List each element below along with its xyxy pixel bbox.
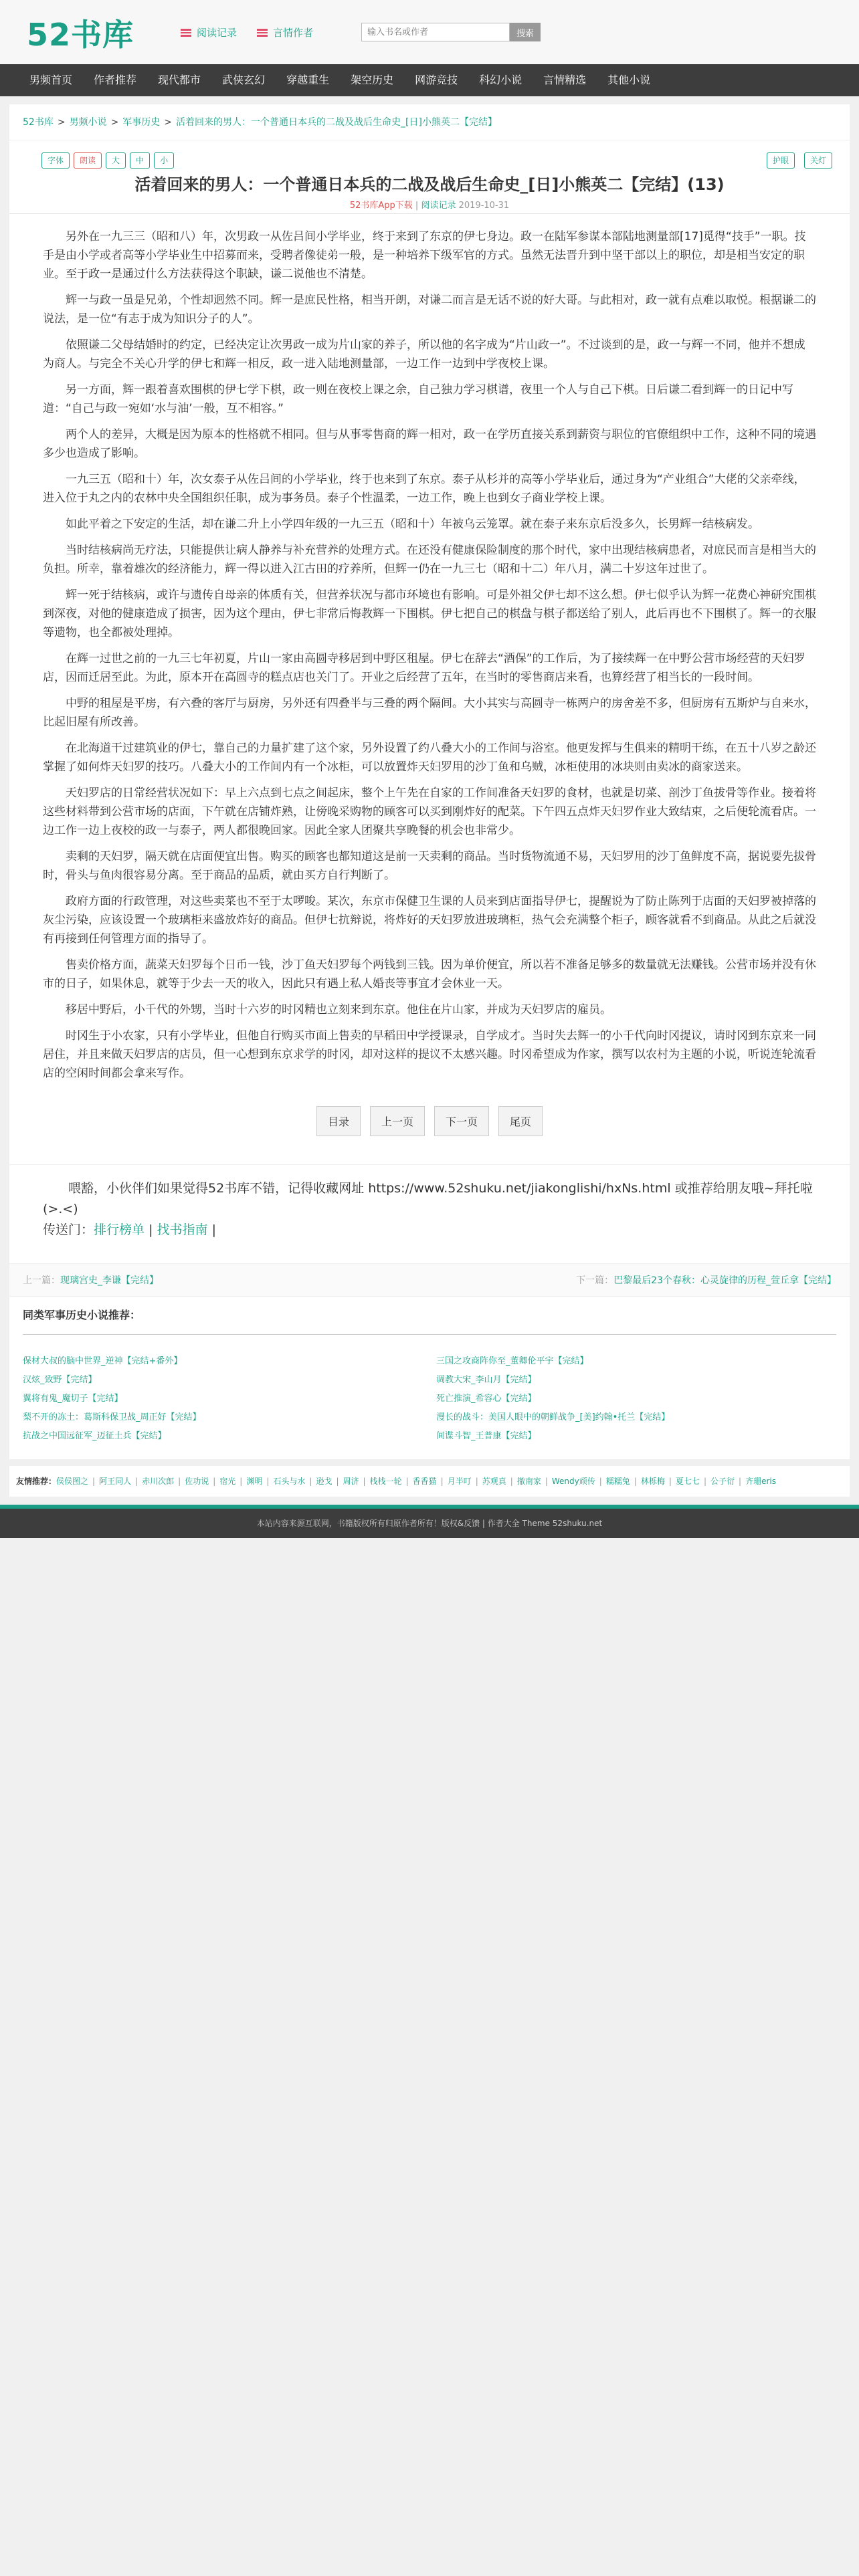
nav-item[interactable]: 其他小说	[607, 74, 651, 86]
breadcrumb-subcategory[interactable]: 军事历史	[122, 117, 161, 128]
toc-button[interactable]: 目录	[316, 1106, 361, 1136]
book-guide-link[interactable]: 找书指南	[157, 1222, 208, 1237]
friend-link[interactable]: 宿光	[219, 1477, 236, 1486]
paragraph: 两个人的差异，大概是因为原本的性格就不相同。但与从事零售商的辉一相对，政一在学历直接关系到薪资与职位的官僚组织中工作，这种不同的境遇多少也造成了影响。	[43, 428, 816, 460]
friend-separator: |	[599, 1477, 602, 1486]
paragraph: 售卖价格方面，蔬菜天妇罗每个日币一钱，沙丁鱼天妇罗每个两钱到三钱。因为单价便宜，所以若不准备足够多的数量就无法赚钱。公营市场并没有休市的日子，如果休息，就等于少去一天的收入，因此只有遇上私人婚丧等事宜才会休业一天。	[43, 958, 816, 990]
next-article-link[interactable]: 巴黎最后23个春秋：心灵旋律的历程_萱丘拿【完结】	[613, 1275, 836, 1286]
related-book-link[interactable]: 保材大叔的脑中世界_逆神【完结+番外】	[23, 1356, 183, 1366]
related-book-link[interactable]: 汉炫_致野【完结】	[23, 1375, 97, 1385]
chapter-title: 活着回来的男人：一个普通日本兵的二战及战后生命史_[日]小熊英二【完结】(13)	[134, 175, 725, 194]
paragraph: 卖剩的天妇罗，隔天就在店面便宜出售。购买的顾客也都知道这是前一天卖剩的商品。当时货物流通不易，天妇罗用的沙丁鱼鲜度不高，据说要先拔骨时，骨头与鱼肉很容易分离。至于商品的品质，就由买方自行判断了。	[43, 850, 816, 882]
friend-separator: |	[240, 1477, 243, 1486]
app-download-link[interactable]: 52书库App下载	[349, 201, 413, 211]
reading-history-label: 阅读记录	[197, 27, 237, 39]
paragraph: 依照谦二父母结婚时的约定，已经决定让次男政一成为片山家的养子，所以他的名字成为“片山政一”。不过谈到的是，政一与辉一不同，他并不想成为商人。与完全不关心升学的伊七和辉一相反，政一进入陆地测量部，一边工作一边到中学夜校上课。	[43, 338, 805, 370]
list-icon	[257, 29, 268, 37]
related-book-link[interactable]: 死亡推演_希容心【完结】	[436, 1394, 537, 1404]
friend-separator: |	[309, 1477, 312, 1486]
related-books-list	[23, 1335, 836, 1446]
friend-separator: |	[440, 1477, 444, 1486]
reading-history-link[interactable]	[181, 25, 237, 39]
ranking-link[interactable]: 排行榜单	[94, 1222, 145, 1237]
next-page-button[interactable]: 下一页	[434, 1106, 489, 1136]
friend-separator: |	[668, 1477, 672, 1486]
paragraph: 在北海道干过建筑业的伊七，靠自己的力量扩建了这个家，另外设置了约八叠大小的工作间与浴室。他更发挥与生俱来的精明干练，在五十八岁之龄还掌握了如何炸天妇罗的技巧。八叠大小的工作间内有一个冰柜，可以放置炸天妇罗用的沙丁鱼和乌贼，冰柜使用的冰块则由卖冰的商家送来。	[43, 742, 816, 774]
friend-separator: |	[213, 1477, 216, 1486]
lights-off-button[interactable]: 关灯	[804, 152, 832, 169]
search-form	[361, 23, 541, 41]
paragraph: 在辉一过世之前的一九三七年初夏，片山一家由高圆寺移居到中野区租屋。伊七在辞去“酒保”的工作后，为了接续辉一在中野公营市场经营的天妇罗店，因而迁居至此。为此，原本开在高圆寺的糕点店也关门了。开业之后经营了五年，在当时的零售商店来看，也算经营了相当长的一段时间。	[43, 652, 805, 684]
breadcrumb-book[interactable]: 活着回来的男人：一个普通日本兵的二战及战后生命史_[日]小熊英二【完结】	[176, 117, 497, 128]
breadcrumb-category[interactable]: 男频小说	[69, 117, 107, 128]
search-input[interactable]	[361, 23, 510, 41]
friend-separator: |	[739, 1477, 742, 1486]
font-large-button[interactable]: 大	[106, 152, 126, 169]
bookmark-tip	[9, 1164, 850, 1263]
friend-links-label: 友情推荐：	[16, 1477, 57, 1486]
nav-item[interactable]: 网游竞技	[415, 74, 458, 86]
related-book-link[interactable]: 三国之攻商阵你至_董卿伦平宇【完结】	[436, 1356, 589, 1366]
paragraph: 另外在一九三三（昭和八）年，次男政一从佐吕间小学毕业，终于来到了东京的伊七身边。政一在陆军参谋本部陆地测量部[17]觅得“技手”一职。技手是由小学或者高等小学毕业生中招募而来，受聘者像徒弟一般，是一种培养下级军官的方式。虽然无法晋升到中坚干部以上的职位，却是相当安定的职业。至于政一是通过什么方法获得这个职缺，谦二说他也不清楚。	[43, 230, 806, 281]
friend-link[interactable]: 阿王同人	[99, 1477, 132, 1486]
friend-link[interactable]: 周济	[343, 1477, 359, 1486]
nav-item[interactable]: 男频首页	[29, 74, 73, 86]
prev-article	[23, 1264, 159, 1296]
portal-separator: |	[207, 1222, 216, 1237]
friend-separator: |	[475, 1477, 478, 1486]
chapter-meta	[9, 198, 850, 211]
site-logo[interactable]: 52书库	[27, 17, 134, 53]
friend-separator: |	[405, 1477, 409, 1486]
breadcrumb-separator: >	[164, 117, 173, 128]
nav-item[interactable]: 现代都市	[158, 74, 201, 86]
romance-authors-link[interactable]	[257, 25, 313, 39]
friend-link[interactable]: 赤川次郎	[142, 1477, 175, 1486]
next-article-label: 下一篇：	[576, 1275, 614, 1286]
main-content	[9, 104, 850, 1459]
meta-separator: |	[415, 201, 419, 211]
related-book-link[interactable]: 漫长的战斗：美国人眼中的朝鲜战争_[美]约翰•托兰【完结】	[436, 1412, 670, 1422]
nav-item[interactable]: 架空历史	[351, 74, 394, 86]
nav-item[interactable]: 言情精选	[543, 74, 587, 86]
bookmark-tip-text: 喂豁，小伙伴们如果觉得52书库不错，记得收藏网址 https://www.52shuku.net/jiakonglishi/hxNs.html 或推荐给朋友哦~拜托啦 (>.<)	[43, 1181, 813, 1216]
prev-article-label: 上一篇：	[23, 1275, 60, 1286]
last-page-button[interactable]: 尾页	[498, 1106, 543, 1136]
font-medium-button[interactable]: 中	[130, 152, 150, 169]
related-books	[9, 1297, 850, 1459]
friend-separator: |	[703, 1477, 706, 1486]
main-nav	[0, 64, 859, 96]
friend-link[interactable]: Wendy顽传	[551, 1477, 595, 1486]
top-links	[181, 25, 313, 39]
paragraph: 辉一与政一虽是兄弟，个性却迥然不同。辉一是庶民性格，相当开朗，对谦二而言是无话不说的好大哥。与此相对，政一就有点难以取悦。根据谦二的说法，是一位“有志于成为知识分子的人”。	[43, 294, 816, 326]
friend-links	[9, 1466, 850, 1497]
related-book-link[interactable]: 间谍斗智_王普康【完结】	[436, 1431, 537, 1441]
chapter-text	[9, 214, 850, 1097]
breadcrumb-separator: >	[110, 117, 119, 128]
chapter-pager	[9, 1097, 850, 1164]
portal-separator: |	[145, 1222, 157, 1237]
nav-item[interactable]: 穿越重生	[286, 74, 330, 86]
chapter-header	[9, 140, 850, 214]
paragraph: 辉一死于结核病，或许与遗传自母亲的体质有关，但营养状况与都市环境也有影响。可是外祖父伊七却不这么想。伊七似乎认为辉一花费心神研究围棋到深夜，对他的健康造成了损害，因为这个理由，伊七非常后悔教辉一下围棋。伊七把自己的棋盘与棋子都送给了别人，此后再也不下围棋了。辉一的衣服等遗物，也全都被处理掉。	[43, 588, 816, 639]
friend-separator: |	[545, 1477, 548, 1486]
font-button[interactable]: 字体	[41, 152, 70, 169]
next-article	[576, 1264, 836, 1296]
site-footer	[0, 1505, 859, 1538]
friend-link[interactable]: 林栎梅	[640, 1477, 665, 1486]
friend-separator: |	[363, 1477, 366, 1486]
display-tools	[767, 152, 832, 169]
publish-date: 2019-10-31	[458, 201, 510, 211]
paragraph: 一九三五（昭和十）年，次女泰子从佐吕间的小学毕业，终于也来到了东京。泰子从杉并的高等小学毕业后，通过身为“产业组合”大佬的父亲牵线，进入位于丸之内的农林中央全国组织任职，成为事务员。泰子个性温柔，一边工作，晚上也到女子商业学校上课。	[43, 473, 805, 505]
paragraph: 政府方面的行政管理，对这些卖菜也不至于太啰唆。某次，东京市保健卫生课的人员来到店面指导伊七，提醒说为了防止陈列于店面的天妇罗被掉落的灰尘污染，应该设置一个玻璃柜来盛放炸好的商品。但伊七抗辩说，将炸好的天妇罗放进玻璃柜，热气会充满整个柜子，顾客就看不到商品。从此之后就没有再接到任何管理方面的指导了。	[43, 895, 816, 946]
paragraph: 当时结核病尚无疗法，只能提供让病人静养与补充营养的处理方式。在还没有健康保险制度的那个时代，家中出现结核病患者，对庶民而言是相当大的负担。所幸，靠着雄次的经济能力，辉一得以进入江古田的疗养所，但辉一仍在一九三七（昭和十二）年八月，满二十岁这年过世了。	[43, 544, 816, 576]
paragraph: 时冈生于小农家，只有小学毕业，但他自行购买市面上售卖的早稻田中学授课录，自学成才。当时失去辉一的小千代向时冈提议，请时冈到东京来一同居住，并且来做天妇罗店的店员，但一心想到东京求学的时冈，却对这样的提议不太感兴趣。时冈希望成为作家，撰写以农村为主题的小说，听说连轮流看店的空闲时间都会拿来写作。	[43, 1029, 816, 1080]
reading-tools	[41, 152, 174, 169]
portal-label: 传送门：	[43, 1222, 94, 1237]
breadcrumb-separator: >	[57, 117, 66, 128]
related-book-link[interactable]: 调教大宋_李山月【完结】	[436, 1375, 537, 1385]
friend-link[interactable]: 渊明	[246, 1477, 263, 1486]
friend-link[interactable]: 佐功说	[185, 1477, 209, 1486]
friend-link[interactable]: 糯糯兔	[605, 1477, 630, 1486]
site-header	[0, 0, 859, 64]
read-aloud-button[interactable]: 朗读	[74, 152, 102, 169]
friend-separator: |	[135, 1477, 138, 1486]
friend-separator: |	[336, 1477, 339, 1486]
friend-link[interactable]: 栈栈一轮	[369, 1477, 402, 1486]
friend-separator: |	[634, 1477, 637, 1486]
friend-link[interactable]: 逊戈	[316, 1477, 332, 1486]
related-books-title: 同类军事历史小说推荐：	[23, 1297, 836, 1335]
paragraph: 移居中野后，小千代的外甥，当时十六岁的时冈精也立刻来到东京。他住在片山家，并成为天妇罗店的雇员。	[66, 1003, 611, 1016]
friend-separator: |	[510, 1477, 513, 1486]
search-button[interactable]: 搜索	[510, 23, 541, 41]
font-small-button[interactable]: 小	[154, 152, 174, 169]
eye-care-button[interactable]: 护眼	[767, 152, 795, 169]
related-book-link[interactable]: 抗战之中国远征军_迈征土兵【完结】	[23, 1431, 167, 1441]
list-icon	[181, 29, 191, 37]
breadcrumb	[9, 104, 850, 140]
paragraph: 另一方面，辉一跟着喜欢围棋的伊七学下棋，政一则在夜校上课之余，自己独力学习棋谱，夜里一个人与自己下棋。日后谦二看到辉一的日记中写道：“自己与政一宛如‘水与油’一般，互不相容。”	[43, 383, 793, 415]
nav-item[interactable]: 作者推荐	[94, 74, 137, 86]
friend-link[interactable]: 石头与水	[273, 1477, 306, 1486]
friend-separator: |	[266, 1477, 270, 1486]
prev-page-button[interactable]: 上一页	[370, 1106, 425, 1136]
nav-item[interactable]: 科幻小说	[479, 74, 522, 86]
paragraph: 中野的租屋是平房，有六叠的客厅与厨房，另外还有四叠半与三叠的两个隔间。大小其实与高圆寺一栋两户的房舍差不多，但厨房有五斯炉与自来水，比起旧屋有所改善。	[43, 697, 816, 729]
paragraph: 如此平着之下安定的生活，却在谦二升上小学四年级的一九三五（昭和十）年被乌云笼罩。就在泰子来东京后没多久，长男辉一结核病发。	[66, 518, 759, 531]
friend-link[interactable]: 撤南家	[516, 1477, 541, 1486]
prev-next-articles	[9, 1263, 850, 1297]
friend-link[interactable]: 侯侯图之	[56, 1477, 89, 1486]
paragraph: 天妇罗店的日常经营状况如下：早上六点到七点之间起床，整个上午先在自家的工作间准备天妇罗的食材，也就是切菜、剖沙丁鱼拔骨等作业。接着将这些材料带到公营市场的店面，下午就在店铺炸熟，让傍晚采购物的顾客可以买到刚炸好的配菜。下午四五点炸天妇罗作业大致结束，之后便轮流看店。一边工作一边上夜校的政一与泰子，两人都很晚回家。因此全家人团聚共享晚餐的机会也非常少。	[43, 786, 816, 837]
reading-record-link[interactable]: 阅读记录	[421, 201, 456, 211]
friend-link[interactable]: 苏观真	[482, 1477, 506, 1486]
friend-link[interactable]: 齐珊eris	[745, 1477, 776, 1486]
friend-link[interactable]: 公子衍	[710, 1477, 735, 1486]
prev-article-link[interactable]: 现璃宫史_李谦【完结】	[60, 1275, 159, 1286]
nav-item[interactable]: 武侠玄幻	[222, 74, 266, 86]
friend-separator: |	[178, 1477, 181, 1486]
romance-authors-label: 言情作者	[273, 27, 314, 39]
friend-link[interactable]: 香香猫	[412, 1477, 437, 1486]
portal-links	[43, 1220, 816, 1241]
footer-text: 本站内容来源互联网，书籍版权所有归原作者所有！版权&反馈 | 作者大全 Theme 52shuku.net	[256, 1519, 603, 1528]
related-book-link[interactable]: 梨不开的冻土：葛斯科保卫战_周正好【完结】	[23, 1412, 201, 1422]
friend-link[interactable]: 月半叮	[447, 1477, 472, 1486]
friend-link[interactable]: 夏七七	[675, 1477, 700, 1486]
related-book-link[interactable]: 翼将有鬼_魔切子【完结】	[23, 1394, 123, 1404]
friend-separator: |	[92, 1477, 96, 1486]
breadcrumb-home[interactable]: 52书库	[23, 117, 54, 128]
